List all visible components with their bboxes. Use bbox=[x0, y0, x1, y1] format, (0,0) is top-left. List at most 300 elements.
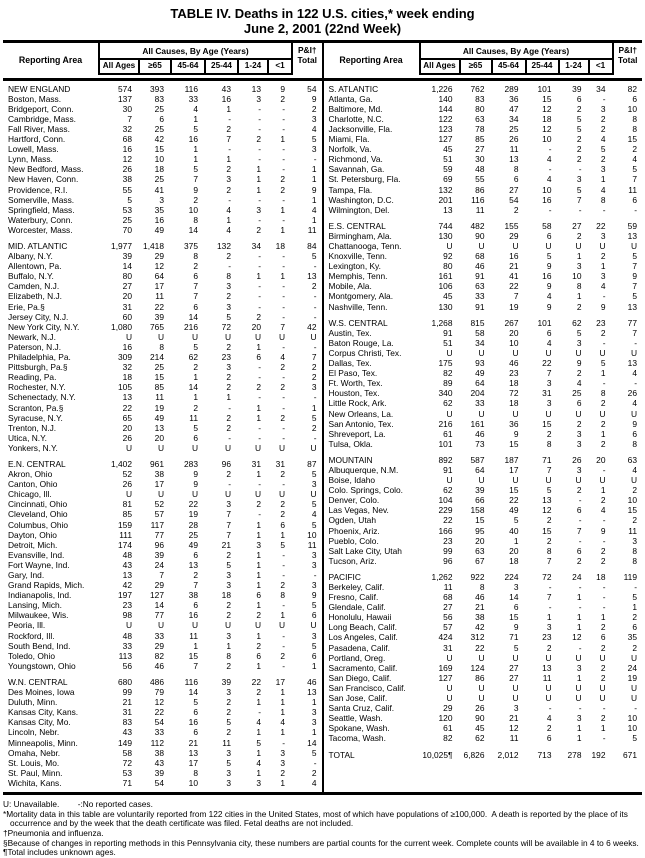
cell-value: - bbox=[602, 515, 606, 526]
cell-value: 283 bbox=[184, 458, 198, 469]
cell-value: 85 bbox=[475, 134, 485, 145]
cell-value: - bbox=[602, 733, 606, 744]
cell-value: 2 bbox=[256, 134, 261, 145]
cell-value: 2 bbox=[280, 93, 285, 104]
column-header-all-ages: All Ages bbox=[98, 60, 140, 75]
cell-value: 140 bbox=[438, 93, 453, 104]
cell-value: U bbox=[478, 693, 485, 704]
cell-value: - bbox=[548, 144, 552, 155]
cell-value: 83 bbox=[154, 93, 164, 104]
cell-value: 5 bbox=[311, 134, 317, 145]
cell-value: 155 bbox=[504, 220, 519, 231]
table-row bbox=[324, 683, 643, 693]
cell-value: 1 bbox=[226, 640, 231, 651]
cell-value: 45 bbox=[443, 291, 453, 302]
cell-value: 119 bbox=[623, 571, 637, 582]
cell-value: 41 bbox=[154, 184, 164, 195]
cell-value: 1 bbox=[256, 164, 261, 175]
cell-value: 12 bbox=[542, 505, 552, 516]
reporting-area-name: Lynn, Mass. bbox=[8, 154, 53, 165]
reporting-area-name: Corpus Christi, Tex. bbox=[328, 347, 402, 358]
cell-value: 587 bbox=[470, 454, 485, 465]
cell-value: U bbox=[224, 331, 231, 342]
cell-value: 3 bbox=[546, 398, 552, 409]
table-row bbox=[324, 515, 643, 525]
table-row bbox=[3, 469, 322, 479]
table-row bbox=[324, 124, 643, 134]
cell-value: - bbox=[313, 291, 317, 302]
cell-value: 25 bbox=[509, 123, 519, 134]
cell-value: 92 bbox=[443, 251, 453, 262]
cell-value: 6 bbox=[193, 271, 198, 282]
cell-value: 54 bbox=[509, 194, 519, 205]
cell-value: U bbox=[125, 442, 132, 453]
cell-value: 32 bbox=[122, 123, 132, 134]
cell-value: 17 bbox=[188, 757, 198, 768]
cell-value: 13 bbox=[443, 204, 453, 215]
cell-value: 52 bbox=[154, 499, 164, 510]
cell-value: 20 bbox=[475, 535, 485, 546]
cell-value: U bbox=[446, 408, 453, 419]
cell-value: 46 bbox=[307, 676, 317, 687]
cell-value: U bbox=[157, 331, 164, 342]
cell-value: 71 bbox=[122, 777, 132, 788]
table-row bbox=[3, 261, 322, 271]
table-row bbox=[3, 185, 322, 195]
cell-value: 104 bbox=[438, 495, 453, 506]
cell-value: 1 bbox=[256, 559, 261, 570]
reporting-area-name: Hartford, Conn. bbox=[8, 134, 66, 145]
table-row bbox=[324, 632, 643, 642]
cell-value: 5 bbox=[546, 251, 552, 262]
reporting-area-name: Allentown, Pa. bbox=[8, 261, 62, 272]
table-header-right bbox=[324, 43, 643, 81]
cell-value: 49 bbox=[509, 505, 519, 516]
cell-value: U bbox=[545, 347, 552, 358]
table-row bbox=[3, 768, 322, 778]
cell-value: - bbox=[578, 642, 582, 653]
cell-value: 19 bbox=[188, 509, 198, 520]
cell-value: U bbox=[224, 620, 231, 631]
reporting-area-name: Tucson, Ariz. bbox=[328, 555, 377, 566]
cell-value: 8 bbox=[632, 113, 637, 124]
cell-value: 38 bbox=[122, 174, 132, 185]
cell-value: 21 bbox=[221, 539, 231, 550]
cell-value: 46 bbox=[475, 261, 485, 272]
reporting-area-name: Wilmington, Del. bbox=[328, 204, 390, 215]
cell-value: 1 bbox=[576, 622, 582, 633]
cell-value: 6 bbox=[256, 650, 261, 661]
cell-value: 4 bbox=[546, 154, 552, 165]
cell-value: 25 bbox=[154, 103, 164, 114]
cell-value: 2 bbox=[600, 438, 606, 449]
cell-value: 2 bbox=[600, 398, 606, 409]
table-row bbox=[3, 560, 322, 570]
cell-value: U bbox=[630, 475, 637, 486]
table-title-line2: June 2, 2001 (22nd Week) bbox=[243, 21, 402, 36]
cell-value: 46 bbox=[154, 660, 164, 671]
cell-value: 82 bbox=[443, 733, 453, 744]
cell-value: 1 bbox=[311, 214, 317, 225]
cell-value: U bbox=[545, 241, 552, 251]
cell-value: - bbox=[282, 251, 285, 262]
cell-value: 39 bbox=[154, 767, 164, 778]
cell-value: 166 bbox=[438, 525, 453, 536]
cell-value: 3 bbox=[256, 539, 261, 550]
cell-value: 5 bbox=[280, 539, 285, 550]
table-row bbox=[3, 332, 322, 342]
reporting-area-name: Glendale, Calif. bbox=[328, 602, 386, 613]
cell-value: U bbox=[254, 442, 261, 453]
cell-value: 482 bbox=[470, 220, 485, 231]
cell-value: 77 bbox=[627, 317, 637, 328]
cell-value: 24 bbox=[627, 662, 637, 673]
cell-value: 6 bbox=[311, 650, 317, 661]
cell-value: 1 bbox=[311, 727, 317, 738]
cell-value: 680 bbox=[118, 676, 132, 687]
reporting-area-name: Lincoln, Nebr. bbox=[8, 727, 60, 738]
table-row bbox=[3, 94, 322, 104]
reporting-area-name: Akron, Ohio bbox=[8, 469, 53, 480]
reporting-area-name: Syracuse, N.Y. bbox=[8, 412, 63, 423]
cell-value: 35 bbox=[627, 632, 637, 643]
cell-value: 1 bbox=[256, 549, 261, 560]
total-row bbox=[324, 750, 643, 760]
cell-value: U bbox=[630, 682, 637, 693]
cell-value: 2 bbox=[600, 672, 606, 683]
column-header-all-ages: All Ages bbox=[419, 60, 461, 75]
cell-value: - bbox=[282, 559, 285, 570]
reporting-area-name: Chattanooga, Tenn. bbox=[328, 241, 402, 251]
cell-value: 4 bbox=[546, 291, 552, 302]
cell-value: 9 bbox=[193, 184, 198, 195]
region-row bbox=[324, 221, 643, 231]
table-row bbox=[324, 261, 643, 271]
cell-value: 22 bbox=[443, 515, 453, 526]
cell-value: 5 bbox=[193, 697, 198, 708]
cell-value: - bbox=[548, 204, 552, 215]
cell-value: 22 bbox=[509, 495, 519, 506]
cell-value: 5 bbox=[632, 592, 637, 603]
cell-value: - bbox=[258, 194, 261, 205]
cell-value: 46 bbox=[475, 592, 485, 603]
cell-value: 2 bbox=[632, 144, 637, 155]
cell-value: - bbox=[313, 757, 317, 768]
cell-value: 1 bbox=[226, 214, 231, 225]
table-row bbox=[324, 205, 643, 215]
cell-value: U bbox=[599, 347, 606, 358]
cell-value: 1 bbox=[193, 392, 198, 403]
cell-value: 13 bbox=[627, 301, 637, 312]
cell-value: 18 bbox=[122, 372, 132, 383]
cell-value: 6 bbox=[632, 622, 637, 633]
cell-value: 39 bbox=[122, 251, 132, 262]
cell-value: 86 bbox=[475, 672, 485, 683]
reporting-area-name: Tampa, Fla. bbox=[328, 184, 373, 195]
cell-value: 2 bbox=[193, 402, 198, 413]
cell-value: 6 bbox=[576, 398, 582, 409]
cell-value: 21 bbox=[509, 713, 519, 724]
cell-value: 201 bbox=[438, 194, 453, 205]
cell-value: 815 bbox=[470, 317, 485, 328]
cell-value: 8 bbox=[632, 123, 637, 134]
cell-value: 15 bbox=[509, 612, 519, 623]
cell-value: 224 bbox=[504, 571, 519, 582]
cell-value: 16 bbox=[542, 194, 552, 205]
cell-value: 3 bbox=[311, 479, 317, 490]
table-row bbox=[3, 114, 322, 124]
column-header-ge65: ≥65 bbox=[140, 60, 172, 75]
cell-value: 1 bbox=[513, 535, 519, 546]
reporting-area-name: Reading, Pa. bbox=[8, 372, 57, 383]
cell-value: 144 bbox=[438, 103, 453, 114]
reporting-area-name: Jacksonville, Fla. bbox=[328, 123, 393, 134]
cell-value: 17 bbox=[275, 676, 285, 687]
cell-value: 1 bbox=[280, 707, 285, 718]
cell-value: 2 bbox=[280, 580, 285, 591]
cell-value: 59 bbox=[627, 220, 637, 231]
cell-value: 6 bbox=[193, 549, 198, 560]
cell-value: 116 bbox=[471, 194, 485, 205]
cell-value: 25 bbox=[122, 214, 132, 225]
pi-total-label: Total bbox=[618, 54, 638, 65]
cell-value: 64 bbox=[154, 271, 164, 282]
table-row bbox=[3, 174, 322, 184]
cell-value: 2 bbox=[226, 291, 231, 302]
cell-value: 4 bbox=[256, 717, 261, 728]
cell-value: 7 bbox=[193, 660, 198, 671]
reporting-area-name: Birmingham, Ala. bbox=[328, 230, 392, 241]
cell-value: 19 bbox=[509, 301, 519, 312]
cell-value: U bbox=[545, 693, 552, 704]
table-row bbox=[3, 509, 322, 519]
table-row bbox=[324, 475, 643, 485]
cell-value: 11 bbox=[542, 672, 552, 683]
cell-value: 2 bbox=[632, 642, 637, 653]
cell-value: 6 bbox=[546, 733, 552, 744]
cell-value: 23 bbox=[542, 632, 552, 643]
cell-value: 14 bbox=[188, 224, 198, 235]
cell-value: U bbox=[512, 682, 519, 693]
cell-value: - bbox=[602, 337, 606, 348]
cell-value: 89 bbox=[443, 378, 453, 389]
cell-value: 33 bbox=[154, 630, 164, 641]
table-row bbox=[3, 717, 322, 727]
reporting-area-name: Utica, N.Y. bbox=[8, 432, 47, 443]
cell-value: - bbox=[602, 291, 606, 302]
reporting-area-name: Tulsa, Okla. bbox=[328, 438, 373, 449]
cell-value: - bbox=[634, 378, 637, 389]
cell-value: 2 bbox=[576, 485, 582, 496]
cell-value: 486 bbox=[150, 676, 164, 687]
cell-value: U bbox=[278, 620, 285, 631]
cell-value: 2 bbox=[576, 301, 582, 312]
cell-value: 5 bbox=[311, 600, 317, 611]
cell-value: 11 bbox=[155, 392, 164, 403]
cell-value: - bbox=[258, 251, 261, 262]
cell-value: 9 bbox=[193, 469, 198, 480]
cell-value: 31 bbox=[122, 707, 132, 718]
cell-value: 4 bbox=[632, 398, 637, 409]
cell-value: 5 bbox=[600, 144, 606, 155]
reporting-area-name: Cambridge, Mass. bbox=[8, 113, 76, 124]
cell-value: 68 bbox=[122, 134, 132, 145]
cell-value: 72 bbox=[122, 757, 132, 768]
cell-value: - bbox=[282, 261, 285, 272]
cell-value: 39 bbox=[154, 311, 164, 322]
cell-value: - bbox=[282, 432, 285, 443]
cell-value: 1 bbox=[600, 485, 606, 496]
reporting-area-name: Des Moines, Iowa bbox=[8, 687, 75, 698]
cell-value: 12 bbox=[154, 697, 164, 708]
cell-value: 8 bbox=[632, 545, 637, 556]
cell-value: 95 bbox=[475, 525, 485, 536]
table-row bbox=[324, 723, 643, 733]
cell-value: 2 bbox=[576, 144, 582, 155]
cell-value: 27 bbox=[509, 672, 519, 683]
reporting-area-name: Boston, Mass. bbox=[8, 93, 62, 104]
region-row bbox=[3, 84, 322, 94]
table-row bbox=[324, 378, 643, 388]
reporting-area-name: South Bend, Ind. bbox=[8, 640, 71, 651]
table-row bbox=[3, 550, 322, 560]
cell-value: 6 bbox=[159, 113, 164, 124]
reporting-area-name: Long Beach, Calif. bbox=[328, 622, 397, 633]
cell-value: 3 bbox=[576, 438, 582, 449]
region-name: E.S. CENTRAL bbox=[328, 220, 386, 231]
table-row bbox=[3, 382, 322, 392]
cell-value: 15 bbox=[475, 515, 485, 526]
cell-value: 2 bbox=[226, 123, 231, 134]
cell-value: 2 bbox=[226, 372, 231, 383]
cell-value: 10 bbox=[627, 713, 637, 724]
cell-value: 2 bbox=[600, 622, 606, 633]
cell-value: - bbox=[282, 402, 285, 413]
cell-value: 47 bbox=[509, 103, 519, 114]
table-row bbox=[324, 185, 643, 195]
cell-value: 2 bbox=[513, 204, 519, 215]
cell-value: 4 bbox=[600, 505, 606, 516]
cell-value: 4 bbox=[226, 204, 231, 215]
cell-value: 1 bbox=[256, 570, 261, 580]
cell-value: 10 bbox=[188, 204, 198, 215]
cell-value: 58 bbox=[122, 747, 132, 758]
column-header-all-causes: All Causes, By Age (Years) bbox=[419, 43, 614, 60]
cell-value: 5 bbox=[256, 737, 261, 748]
cell-value: 16 bbox=[188, 134, 198, 145]
cell-value: - bbox=[282, 630, 285, 641]
cell-value: - bbox=[258, 214, 261, 225]
cell-value: 67 bbox=[475, 555, 485, 566]
table-row bbox=[324, 546, 643, 556]
cell-value: 1 bbox=[256, 174, 261, 185]
cell-value: 7 bbox=[226, 134, 231, 145]
cell-value: 77 bbox=[154, 610, 164, 621]
reporting-area-name: Ft. Worth, Tex. bbox=[328, 378, 383, 389]
cell-value: - bbox=[578, 582, 582, 592]
cell-value: U bbox=[545, 408, 552, 419]
cell-value: 7 bbox=[311, 352, 317, 363]
cell-value: 42 bbox=[475, 622, 485, 633]
cell-value: 765 bbox=[150, 321, 164, 332]
cell-value: 2 bbox=[576, 368, 582, 379]
cell-value: 6 bbox=[193, 301, 198, 312]
cell-value: 98 bbox=[122, 610, 132, 621]
reporting-area-name: Yonkers, N.Y. bbox=[8, 442, 58, 453]
cell-value: 922 bbox=[470, 571, 485, 582]
cell-value: 35 bbox=[154, 204, 164, 215]
table-row bbox=[324, 643, 643, 653]
cell-value: 6 bbox=[576, 545, 582, 556]
cell-value: 1,262 bbox=[431, 571, 453, 582]
table-row bbox=[324, 733, 643, 743]
cell-value: 309 bbox=[118, 352, 132, 363]
cell-value: 2 bbox=[600, 555, 606, 566]
cell-value: U bbox=[310, 620, 317, 631]
cell-value: 85 bbox=[122, 509, 132, 520]
cell-value: 214 bbox=[150, 352, 164, 363]
reporting-area-name: Buffalo, N.Y. bbox=[8, 271, 54, 282]
cell-value: 84 bbox=[307, 241, 317, 251]
cell-value: 216 bbox=[438, 418, 453, 429]
cell-value: 25 bbox=[188, 529, 198, 540]
reporting-area-name: Worcester, Mass. bbox=[8, 224, 73, 235]
table-row bbox=[3, 620, 322, 630]
cell-value: 90 bbox=[475, 713, 485, 724]
reporting-area-name: Cleveland, Ohio bbox=[8, 509, 68, 520]
cell-value: - bbox=[282, 214, 285, 225]
cell-value: U bbox=[512, 347, 519, 358]
cell-value: 1 bbox=[256, 630, 261, 641]
cell-value: 14 bbox=[188, 311, 198, 322]
cell-value: - bbox=[258, 144, 261, 155]
reporting-area-name: Tacoma, Wash. bbox=[328, 733, 386, 744]
cell-value: 7 bbox=[576, 525, 582, 536]
cell-value: 87 bbox=[307, 458, 317, 469]
cell-value: 9 bbox=[546, 281, 552, 292]
table-row bbox=[3, 580, 322, 590]
table-row bbox=[324, 582, 643, 592]
cell-value: 7 bbox=[632, 174, 637, 185]
table-left-half bbox=[3, 43, 324, 792]
cell-value: 2 bbox=[226, 660, 231, 671]
cell-value: 56 bbox=[122, 660, 132, 671]
cell-value: U bbox=[630, 347, 637, 358]
cell-value: 3 bbox=[226, 281, 231, 292]
table-row bbox=[3, 661, 322, 671]
region-name: NEW ENGLAND bbox=[8, 83, 71, 94]
cell-value: 45 bbox=[443, 144, 453, 155]
region-row bbox=[324, 84, 643, 94]
cell-value: 93 bbox=[475, 358, 485, 369]
cell-value: 2 bbox=[256, 311, 261, 322]
cell-value: 2 bbox=[311, 103, 317, 114]
cell-value: 3 bbox=[256, 93, 261, 104]
table-row bbox=[324, 388, 643, 398]
cell-value: 6 bbox=[256, 590, 261, 601]
cell-value: 38 bbox=[188, 590, 198, 601]
cell-value: 56 bbox=[443, 612, 453, 623]
cell-value: 5 bbox=[632, 251, 637, 262]
reporting-area-name: Atlanta, Ga. bbox=[328, 93, 373, 104]
cell-value: 36 bbox=[509, 418, 519, 429]
cell-value: 72 bbox=[542, 571, 552, 582]
reporting-area-name: Denver, Colo. bbox=[328, 495, 380, 506]
cell-value: 2 bbox=[600, 113, 606, 124]
cell-value: U bbox=[545, 682, 552, 693]
table-row bbox=[324, 281, 643, 291]
reporting-area-name: Santa Cruz, Calif. bbox=[328, 703, 395, 714]
